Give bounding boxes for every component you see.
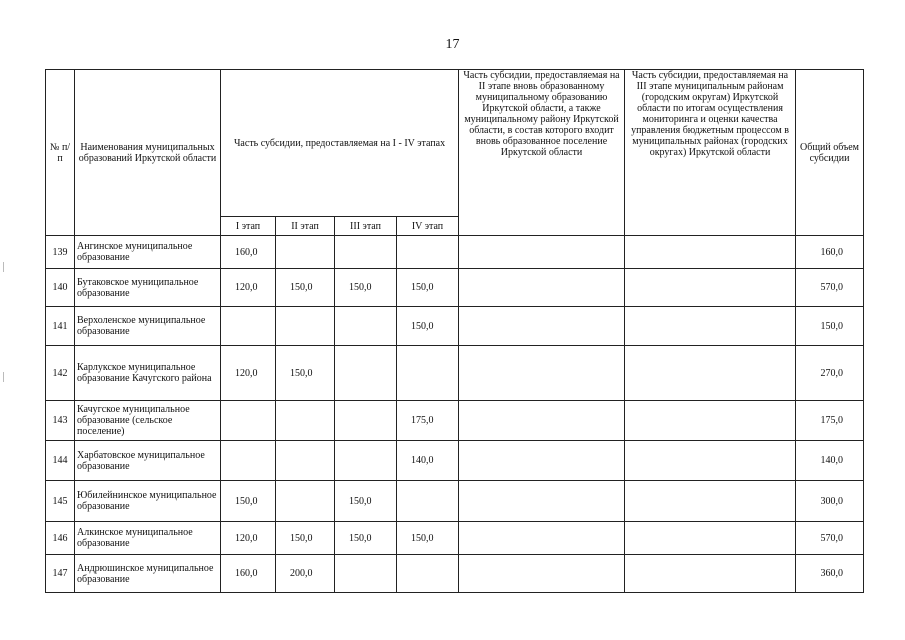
row-stage-4 [397,236,459,269]
row-stage-4: 175,0 [397,401,459,441]
row-total: 140,0 [796,441,864,481]
row-part-ii [459,346,625,401]
row-name: Алкинское муниципальное образование [75,522,221,555]
row-part-ii [459,401,625,441]
row-part-ii [459,481,625,522]
table-row [46,269,864,307]
row-num: 142 [46,346,75,401]
row-num: 143 [46,401,75,441]
row-name: Юбилейнинское муниципальное образование [75,481,221,522]
header-total: Общий объем субсидии [796,70,864,236]
row-stage-1 [221,401,276,441]
table-row [46,441,864,481]
row-stage-4 [397,555,459,593]
row-num: 145 [46,481,75,522]
row-name: Андрюшинское муниципальное образование [75,555,221,593]
row-part-iii [625,401,796,441]
row-part-iii [625,307,796,346]
row-stage-2: 150,0 [276,522,335,555]
row-stage-1 [221,441,276,481]
row-total: 150,0 [796,307,864,346]
header-stage-3: III этап [335,217,397,236]
row-part-iii [625,346,796,401]
row-num: 146 [46,522,75,555]
header-part-i-iv: Часть субсидии, предоставляемая на I - IV этапах [221,70,459,217]
subsidy-table [45,69,864,593]
row-stage-3 [335,401,397,441]
header-part-ii: Часть субсидии, предоставляемая на II этапе вновь образованному муниципальному образованию Иркутской области, а также муниципальному району Иркутской области, в состав которого входит вновь образованное поселение Иркутской области [459,70,625,236]
row-name: Ангинское муниципальное образование [75,236,221,269]
row-stage-1: 120,0 [221,522,276,555]
row-total: 175,0 [796,401,864,441]
scan-margin-mark [3,372,4,382]
row-stage-3 [335,346,397,401]
row-stage-3 [335,555,397,593]
row-stage-3: 150,0 [335,481,397,522]
row-part-ii [459,236,625,269]
row-total: 360,0 [796,555,864,593]
row-name: Качугское муниципальное образование (сельское поселение) [75,401,221,441]
row-stage-2: 200,0 [276,555,335,593]
header-stage-1: I этап [221,217,276,236]
row-stage-2 [276,401,335,441]
row-stage-2 [276,236,335,269]
table-row [46,401,864,441]
row-num: 141 [46,307,75,346]
row-stage-1: 160,0 [221,236,276,269]
header-stage-2: II этап [276,217,335,236]
row-total: 300,0 [796,481,864,522]
row-stage-2: 150,0 [276,269,335,307]
row-num: 140 [46,269,75,307]
table-row [46,481,864,522]
row-stage-4: 140,0 [397,441,459,481]
row-stage-4: 150,0 [397,269,459,307]
row-total: 570,0 [796,269,864,307]
row-part-iii [625,481,796,522]
row-part-ii [459,555,625,593]
row-stage-4 [397,481,459,522]
row-stage-3: 150,0 [335,522,397,555]
header-num: № п/п [46,70,75,236]
row-name: Карлукское муниципальное образование Качугского района [75,346,221,401]
row-part-iii [625,236,796,269]
row-stage-3 [335,307,397,346]
row-stage-4: 150,0 [397,307,459,346]
row-stage-2 [276,307,335,346]
row-num: 144 [46,441,75,481]
row-part-iii [625,522,796,555]
row-stage-2 [276,481,335,522]
row-total: 160,0 [796,236,864,269]
row-part-ii [459,269,625,307]
row-total: 270,0 [796,346,864,401]
row-num: 147 [46,555,75,593]
row-name: Верхоленское муниципальное образование [75,307,221,346]
header-stage-4: IV этап [397,217,459,236]
row-stage-3: 150,0 [335,269,397,307]
table-row [46,236,864,269]
scan-margin-mark [3,262,4,272]
row-name: Харбатовское муниципальное образование [75,441,221,481]
row-total: 570,0 [796,522,864,555]
header-name: Наименования муниципальных образований Иркутской области [75,70,221,236]
row-stage-3 [335,236,397,269]
row-part-ii [459,441,625,481]
row-stage-1: 160,0 [221,555,276,593]
row-part-iii [625,441,796,481]
row-stage-1: 150,0 [221,481,276,522]
row-stage-3 [335,441,397,481]
row-name: Бутаковское муниципальное образование [75,269,221,307]
row-part-ii [459,307,625,346]
row-stage-1 [221,307,276,346]
row-stage-2 [276,441,335,481]
row-stage-4: 150,0 [397,522,459,555]
table-row [46,346,864,401]
row-stage-2: 150,0 [276,346,335,401]
row-stage-1: 120,0 [221,269,276,307]
table-row [46,555,864,593]
row-stage-4 [397,346,459,401]
table-row [46,307,864,346]
row-part-iii [625,555,796,593]
row-stage-1: 120,0 [221,346,276,401]
row-num: 139 [46,236,75,269]
row-part-ii [459,522,625,555]
header-part-iii: Часть субсидии, предоставляемая на III этапе муниципальным районам (городским округам) Иркутской области по итогам осуществления мониторинга и оценки качества управления бюджетным процессом в муниципальных районах (городских округах) Иркутской области [625,70,796,236]
row-part-iii [625,269,796,307]
table-row [46,522,864,555]
page-number: 17 [445,37,460,52]
